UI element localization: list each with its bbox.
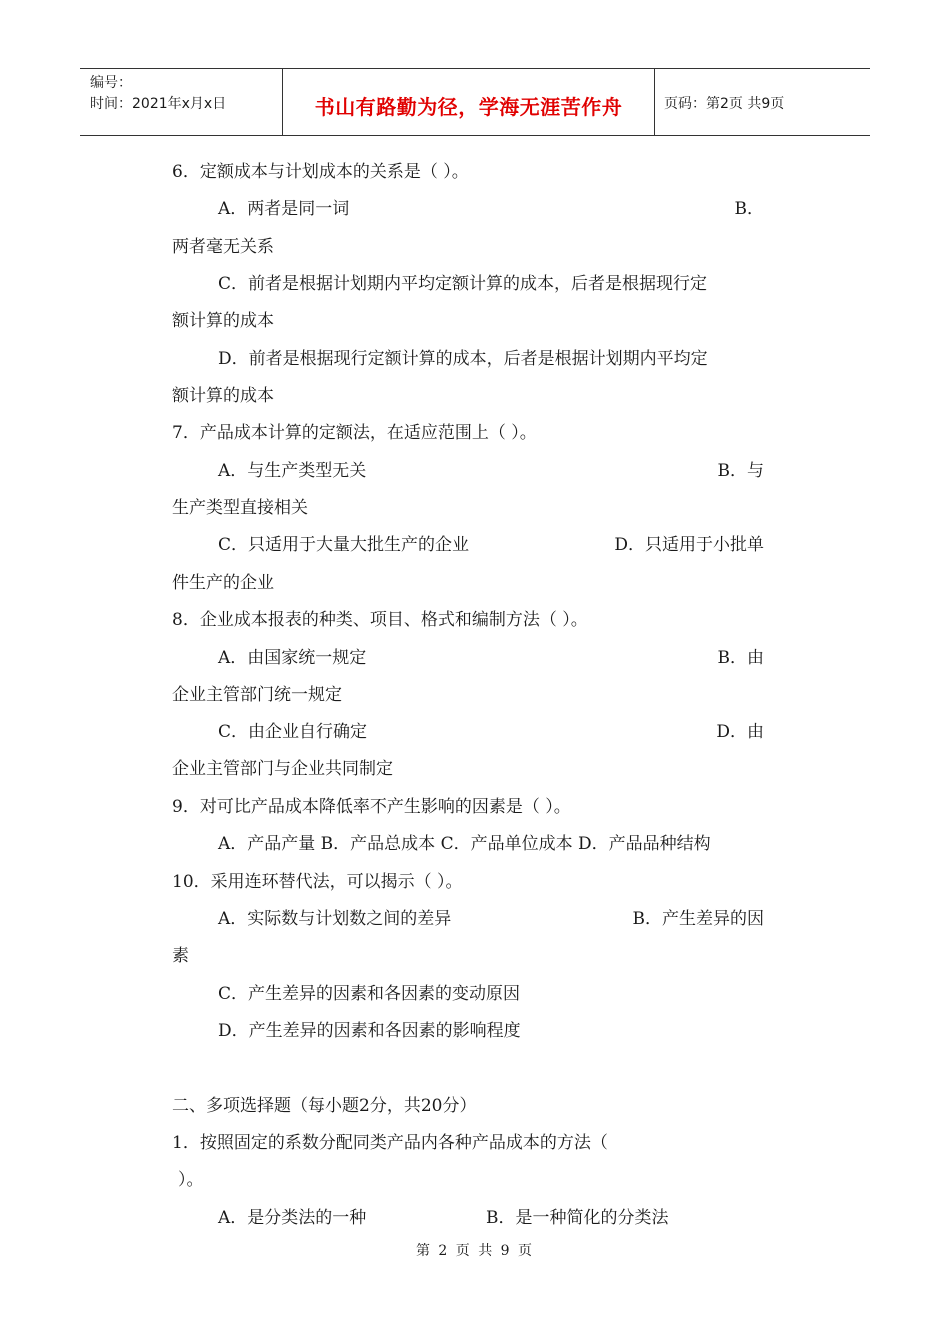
question-7: 7．产品成本计算的定额法，在适应范围上（ ）。 [172, 423, 537, 443]
question-10-option-c: C．产生差异的因素和各因素的变动原因 [218, 984, 521, 1004]
question-8-option-b: 企业主管部门统一规定 [172, 685, 342, 705]
question-6-option-b-start: B． [734, 199, 764, 219]
question-8-options-cd [218, 718, 764, 746]
question-7-option-a: A．与生产类型无关 [218, 461, 367, 481]
question-8-option-c: C．由企业自行确定 [218, 722, 368, 742]
header-page-info-cell [655, 69, 870, 135]
question-10-option-d: D．产生差异的因素和各因素的影响程度 [218, 1021, 521, 1041]
question-8-option-a: A．由国家统一规定 [218, 648, 367, 668]
question-7-option-d-start: D．只适用于小批单 [614, 535, 764, 555]
question-7-options-cd [218, 531, 764, 559]
question-8-option-d-start: D．由 [716, 722, 764, 742]
multi-question-1: 1．按照固定的系数分配同类产品内各种产品成本的方法（ [172, 1133, 608, 1153]
page-footer: 第 2 页 共 9 页 [415, 1243, 535, 1259]
multi-question-1-cont: ）。 [178, 1170, 204, 1190]
question-6-options-ab [218, 195, 764, 223]
header-meta [80, 69, 283, 135]
question-8-options-ab [218, 644, 764, 672]
multi-question-1-option-a: A．是分类法的一种 [218, 1208, 367, 1228]
header-motto: 书山有路勤为径，学海无涯苦作舟 [314, 94, 623, 119]
question-7-options-ab [218, 457, 764, 485]
document-date: 时间：2021年x月x日 [90, 96, 227, 112]
question-6-option-b: 两者毫无关系 [172, 237, 274, 257]
page-header [80, 68, 870, 136]
question-6-option-c-cont: 额计算的成本 [172, 311, 274, 331]
header-motto-cell [283, 69, 655, 135]
question-9-options: A．产品产量 B．产品总成本 C．产品单位成本 D．产品品种结构 [218, 834, 711, 854]
question-6-option-d-cont: 额计算的成本 [172, 386, 274, 406]
question-8: 8．企业成本报表的种类、项目、格式和编制方法（ ）。 [172, 610, 588, 630]
question-9: 9．对可比产品成本降低率不产生影响的因素是（ ）。 [172, 797, 571, 817]
question-6-option-c: C．前者是根据计划期内平均定额计算的成本，后者是根据现行定 [218, 274, 708, 294]
question-10: 10．采用连环替代法，可以揭示（ ）。 [172, 872, 463, 892]
question-6: 6．定额成本与计划成本的关系是（ ）。 [172, 162, 469, 182]
question-7-option-c: C．只适用于大量大批生产的企业 [218, 535, 470, 555]
question-10-option-a: A．实际数与计划数之间的差异 [218, 909, 452, 929]
question-10-options-ab [218, 905, 764, 933]
question-7-option-b-start: B．与 [717, 461, 764, 481]
question-10-option-b: 素 [172, 946, 189, 966]
question-10-option-b-start: B．产生差异的因 [632, 909, 764, 929]
question-7-option-d: 件生产的企业 [172, 573, 274, 593]
multi-question-1-options-ab [218, 1204, 764, 1232]
header-page-info: 页码：第2页 共9页 [664, 96, 785, 112]
question-6-option-a: A．两者是同一词 [218, 199, 350, 219]
section-2-heading: 二、多项选择题（每小题2分，共20分） [172, 1096, 477, 1116]
question-7-option-b: 生产类型直接相关 [172, 498, 308, 518]
question-8-option-d: 企业主管部门与企业共同制定 [172, 759, 393, 779]
question-8-option-b-start: B．由 [717, 648, 764, 668]
document-number-label: 编号： [90, 75, 132, 91]
question-6-option-d: D．前者是根据现行定额计算的成本，后者是根据计划期内平均定 [218, 349, 708, 369]
multi-question-1-option-b: B．是一种简化的分类法 [486, 1208, 669, 1228]
